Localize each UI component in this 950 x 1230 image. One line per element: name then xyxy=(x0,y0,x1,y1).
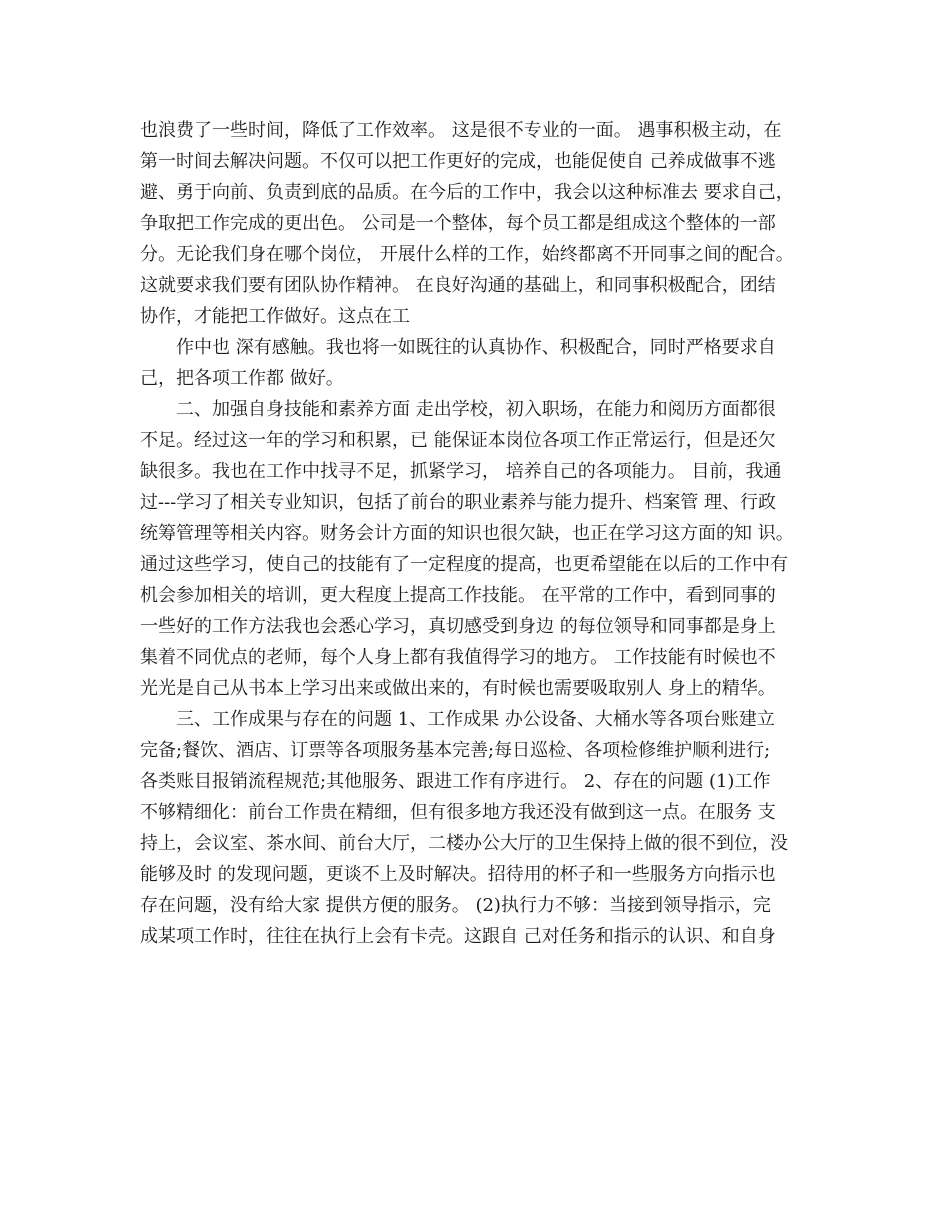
section-heading-line: 三、工作成果与存在的问题 1、工作成果 办公设备、大桶水等各项台账建立 xyxy=(176,709,775,730)
text-line: 也浪费了一些时间，降低了工作效率。 这是很不专业的一面。 遇事积极主动，在 xyxy=(140,120,782,141)
text-line: 分。无论我们身在哪个岗位， 开展什么样的工作，始终都离不开同事之间的配合。 xyxy=(140,244,794,265)
paragraph-start-line: 作中也 深有感触。我也将一如既往的认真协作、积极配合，同时严格要求自 xyxy=(176,337,776,358)
text-line: 完备;餐饮、酒店、订票等各项服务基本完善;每日巡检、各项检修维护顺利进行; xyxy=(140,740,771,761)
text-line: 一些好的工作方法我也会悉心学习，真切感受到身边 的每位领导和同事都是身上 xyxy=(140,616,776,637)
text-line: 协作，才能把工作做好。这点在工 xyxy=(140,306,410,327)
text-line: 己，把各项工作都 做好。 xyxy=(140,368,344,389)
text-line: 集着不同优点的老师，每个人身上都有我值得学习的地方。 工作技能有时候也不 xyxy=(140,647,776,668)
text-line: 各类账目报销流程规范;其他服务、跟进工作有序进行。 2、存在的问题 (1)工作 xyxy=(140,771,771,792)
text-line: 争取把工作完成的更出色。 公司是一个整体，每个员工都是组成这个整体的一部 xyxy=(140,213,776,234)
text-line: 存在问题，没有给大家 提供方便的服务。 (2)执行力不够：当接到领导指示，完 xyxy=(140,895,771,916)
text-line: 机会参加相关的培训，更大程度上提高工作技能。 在平常的工作中，看到同事的 xyxy=(140,585,776,606)
text-line: 持上，会议室、茶水间、前台大厅，二楼办公大厅的卫生保持上做的很不到位，没 xyxy=(140,833,788,854)
text-line: 不足。经过这一年的学习和积累，已 能保证本岗位各项工作正常运行，但是还欠 xyxy=(140,430,776,451)
text-line: 能够及时 的发现问题，更谈不上及时解决。招待用的杯子和一些服务方向指示也 xyxy=(140,864,776,885)
text-line: 避、勇于向前、负责到底的品质。在今后的工作中，我会以这种标准去 要求自己， xyxy=(140,182,794,203)
text-line: 第一时间去解决问题。不仅可以把工作更好的完成，也能促使自 己养成做事不逃 xyxy=(140,151,776,172)
text-line: 不够精细化：前台工作贵在精细，但有很多地方我还没有做到这一点。在服务 支 xyxy=(140,802,776,823)
text-line: 过---学习了相关专业知识，包括了前台的职业素养与能力提升、档案管 理、行政 xyxy=(140,492,776,513)
text-line: 通过这些学习，使自己的技能有了一定程度的提高，也更希望能在以后的工作中有 xyxy=(140,554,788,575)
text-line: 成某项工作时，往往在执行上会有卡壳。这跟自 己对任务和指示的认识、和自身 xyxy=(140,926,776,947)
text-line: 光光是自己从书本上学习出来或做出来的，有时候也需要吸取别人 身上的精华。 xyxy=(140,678,776,699)
section-heading-line: 二、加强自身技能和素养方面 走出学校，初入职场，在能力和阅历方面都很 xyxy=(176,399,776,420)
text-line: 统筹管理等相关内容。财务会计方面的知识也很欠缺，也正在学习这方面的知 识。 xyxy=(140,523,794,544)
document-body xyxy=(140,115,820,952)
text-line: 缺很多。我也在工作中找寻不足，抓紧学习， 培养自己的各项能力。 目前，我通 xyxy=(140,461,782,482)
text-line: 这就要求我们要有团队协作精神。 在良好沟通的基础上，和同事积极配合，团结 xyxy=(140,275,776,296)
